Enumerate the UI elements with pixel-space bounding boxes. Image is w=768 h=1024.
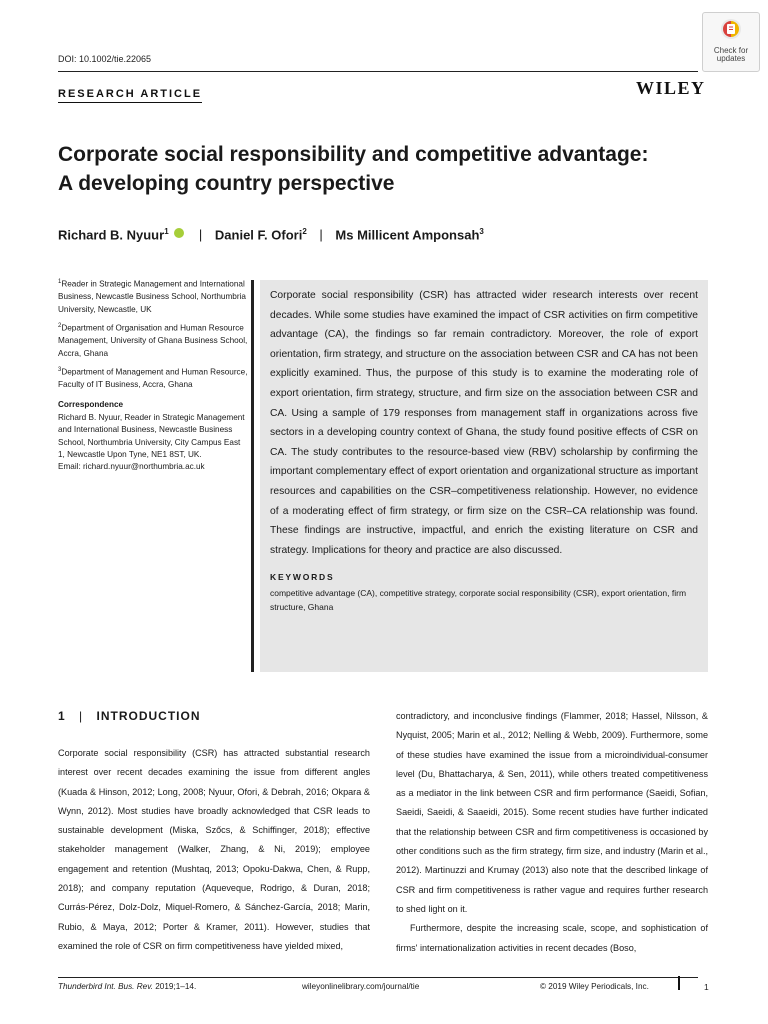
author-list (58, 227, 484, 242)
section-heading-introduction (58, 709, 201, 723)
affiliation-1-num: 1 (58, 279, 62, 285)
section-separator: | (79, 709, 84, 723)
author-2-affil: 2 (302, 227, 307, 236)
affiliation-3-text: Department of Management and Human Resource, Faculty of IT Business, Accra, Ghana (58, 367, 248, 390)
author-separator: | (319, 227, 323, 243)
abstract-box (260, 280, 708, 672)
keywords-heading: KEYWORDS (270, 572, 335, 583)
author-3-name[interactable]: Ms Millicent Amponsah (335, 227, 480, 243)
orcid-icon[interactable] (174, 228, 184, 238)
author-1-affil: 1 (164, 227, 169, 236)
section-label: RESEARCH ARTICLE (58, 88, 202, 103)
check-for-updates-badge[interactable] (702, 12, 760, 72)
title-line-2: A developing country perspective (58, 172, 395, 195)
section-title: INTRODUCTION (96, 709, 201, 723)
footer-url[interactable]: wileyonlinelibrary.com/journal/tie (302, 982, 420, 991)
check-updates-line1: Check for (713, 46, 749, 55)
check-updates-line2: updates (716, 54, 746, 63)
article-title (58, 140, 718, 198)
affiliation-2-num: 2 (58, 322, 62, 329)
author-2-name[interactable]: Daniel F. Ofori (214, 227, 303, 243)
affiliation-2 (58, 320, 248, 360)
footer-rule (58, 977, 698, 978)
body-column-1 (58, 744, 370, 956)
footer-journal: Thunderbird Int. Bus. Rev. (58, 982, 153, 991)
abstract-divider (251, 280, 254, 672)
affiliation-3 (58, 364, 248, 392)
footer-page-divider (678, 976, 680, 990)
intro-paragraph-1: Corporate social responsibility (CSR) has attracted substantial research interest over recent decades examining the issue from different angles (Kuada & Hinson, 2012; Long, 2008; Nyuur, Ofori, & Debrah, 2016; Okpara & Wynn, 2012). Most studies have broadly acknowledged that CSR leads to sustainable development (Miska, Szőcs, & Schiffinger, 2018); effective stakeholder management (Walker, Zhang, & Ni, 2019); employee engagement and retention (Mushtaq, 2013; Opoku-Dakwa, Chen, & Rupp, 2018); and company reputation (Aqueveque, Rodrigo, & Duran, 2018; Currás-Pérez, Dolz-Dolz, Miquel-Romero, & Sánchez-García, 2018; Marin, Rubio, & Maya, 2012; Porter & Kramer, 2011). However, studies that examined the role of CSR on firm competitiveness have yielded mixed, (58, 748, 370, 951)
affiliation-3-num: 3 (58, 366, 62, 373)
correspondence-email[interactable]: Email: richard.nyuur@northumbria.ac.uk (58, 462, 205, 472)
body-column-2 (396, 707, 708, 958)
affiliation-2-text: Department of Organisation and Human Resource Management, University of Ghana Business School, Accra, Ghana (58, 323, 248, 358)
title-line-1: Corporate social responsibility and competitive advantage: (58, 143, 649, 166)
author-separator: | (198, 227, 203, 243)
affiliations (58, 276, 248, 474)
page-number: 1 (704, 982, 709, 992)
header-rule (58, 71, 698, 72)
intro-paragraph-1-cont: contradictory, and inconclusive findings (Flammer, 2018; Hassel, Nilsson, & Nyquist, 2005; Marin et al., 2012; Nelling & Webb, 2009). Furthermore, some of these studies have examined the issue from a microindividual-consumer level (Du, Bhattacharya, & Sen, 2011), while others treated competitiveness as a mediator in the link between CSR and firm performance (Saeidi, Sofian, Saeidi, Saeidi, & Saaeidi, 2015). Some recent studies have further indicated that the relationship between CSR and firm competitiveness is occasioned by other conditions such as the firm strategy, firm size, and industry (Marin et al., 2012). Martinuzzi and Krumay (2013) also note that the described linkage of CSR and firm competitiveness is rather vague and requires further research to shed light on it. (396, 711, 708, 914)
affiliation-1-text: Reader in Strategic Management and International Business, Newcastle Business School, Northumbria University, Newcastle, UK (58, 279, 246, 314)
check-updates-icon (720, 18, 742, 40)
publisher-logo: WILEY (636, 78, 706, 98)
abstract-text: Corporate social responsibility (CSR) has attracted wider research interests over recent decades. While some studies have examined the impact of CSR activities on firm competitive advantage (CA), the findings so far remain contradictory. Moreover, the role of export orientation, firm strategy, and structure on the association between CSR and CA has not been explicitly examined. Thus, the purpose of this study is to examine the moderating role of export orientation, firm strategy, structure, and firm size on the association between CSR and CA. Using a sample of 179 responses from management staff in organizations across five sectors in a developing country context of Ghana, the study found positive effects of CSR on CA. The study contributes to the resource-based view (RBV) scholarship by confirming the important complementary effect of export orientation and organizational structure as important resources and capabilities on the CSR–competitiveness relationship. However, no evidence of a moderating effect of firm strategy, or firm size on the CSR–CA relationship was found. These findings are instructive, impactful, and enrich the existing literature on CSR and strategy. Implications for theory and practice are also discussed. (270, 290, 698, 556)
correspondence-text: Richard B. Nyuur, Reader in Strategic Management and International Business, Newcastle Business School, Northumbria University, City Campus East 1, Newcastle Upon Tyne, NE1 8ST, UK. (58, 412, 245, 460)
section-number: 1 (58, 709, 66, 723)
footer-pages: 2019;1–14. (152, 982, 197, 991)
intro-paragraph-2: Furthermore, despite the increasing scale, scope, and sophistication of firms' internationalization activities in recent decades (Boso, (396, 923, 708, 953)
keywords-list: competitive advantage (CA), competitive strategy, corporate social responsibility (CSR), export orientation, firm structure, Ghana (270, 588, 687, 613)
affiliation-1 (58, 276, 248, 316)
footer-citation (58, 982, 196, 991)
correspondence-heading: Correspondence (58, 400, 124, 410)
author-1-name[interactable]: Richard B. Nyuur (58, 227, 165, 243)
author-3-affil: 3 (479, 227, 484, 236)
footer-copyright: © 2019 Wiley Periodicals, Inc. (540, 982, 649, 991)
doi: DOI: 10.1002/tie.22065 (58, 54, 152, 64)
